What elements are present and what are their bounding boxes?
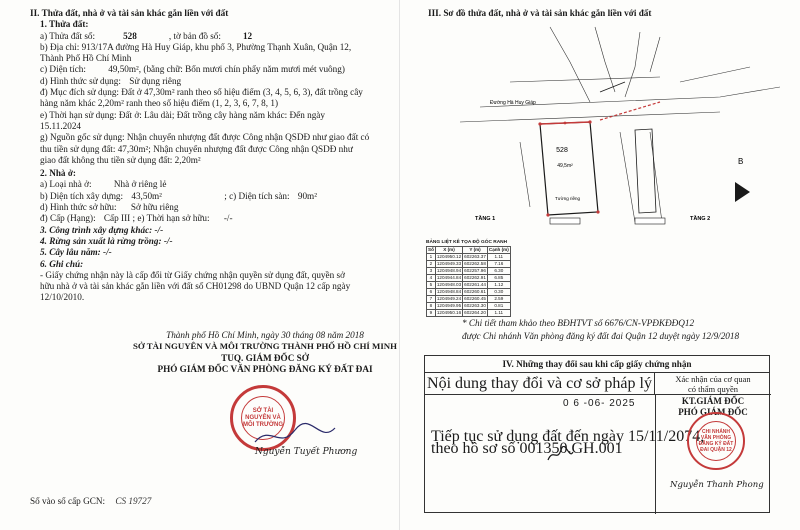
changes-table [424, 355, 770, 513]
changes-divider [655, 395, 656, 514]
item-5-label: 5. Cây lâu năm: [40, 247, 101, 258]
parcel-no-label: a) Thửa đất số: [40, 30, 96, 41]
coord-cell: 9 [427, 310, 436, 317]
col2-header-line1: Xác nhận của cơ quan [675, 374, 751, 384]
coord-cell: 8 [427, 303, 436, 310]
coord-cell: 1.11 [487, 254, 510, 261]
coord-cell: 1204950.12 [436, 254, 462, 259]
table-row [427, 303, 511, 310]
map-no: 12 [242, 30, 253, 41]
coord-cell: 1204950.16 [436, 310, 462, 315]
table-row [427, 261, 511, 268]
cert-no-row [30, 496, 151, 507]
area-value: 49,50m², [108, 64, 142, 75]
term-line1: Đất ở: Lâu dài; Đất trồng cây hàng năm khác: Đến ngày [118, 109, 325, 120]
origin-line3: giao đất không thu tiền sử dụng đất: 2,20m² [40, 154, 201, 165]
detail-note-1: * Chi tiết tham khảo theo BĐHTVT số 6676/CN-VPĐKĐĐQ12 [462, 318, 695, 328]
map-no-label: , tờ bản đồ số: [168, 30, 221, 41]
coord-cell: 602263.37 [464, 254, 486, 259]
coord-cell: 1204949.95 [436, 303, 462, 308]
coord-cell: 2.59 [487, 296, 510, 303]
coord-header-cell: X (m) [435, 247, 462, 254]
coord-cell: 602262.58 [464, 261, 486, 266]
north-label: B [738, 157, 744, 166]
coord-cell: 1204948.94 [436, 268, 462, 273]
address-line1: 913/17A đường Hà Huy Giáp, khu phố 3, Phường Thạnh Xuân, Quận 12, [81, 41, 352, 52]
coord-cell: 1204948.03 [436, 282, 462, 287]
coord-cell: 1204949.24 [436, 296, 462, 301]
area-words: (bằng chữ: Bốn mươi chín phẩy năm mươi mét vuông) [143, 64, 345, 75]
area-row [30, 64, 390, 75]
origin-label: g) Nguồn gốc sử dụng: [40, 132, 125, 143]
origin-line1: Nhận chuyển nhượng đất được Công nhận QSDĐ như giao đất có [126, 132, 370, 143]
changes-col-confirm-header [655, 373, 771, 395]
house-type: Nhà ở riêng lẻ [113, 179, 167, 190]
build-area-row [30, 191, 390, 202]
change-text-1: Tiếp tục sử dụng đất đến ngày 15/11/2074, [431, 428, 705, 445]
floor-area: 90m² [297, 190, 317, 201]
coord-cell: 602260.45 [464, 296, 486, 301]
coord-cell: 602261.44 [464, 282, 486, 287]
item-3-label: 3. Công trình xây dựng khác: [40, 224, 153, 235]
purpose-row [30, 87, 390, 98]
coord-cell: 1204949.33 [436, 261, 462, 266]
cert-no-label: Số vào sổ cấp GCN: [30, 496, 106, 506]
own-term: -/- [223, 213, 233, 224]
section-3-title: III. Sơ đồ thửa đất, nhà ở và tài sản khác gắn liền với đất [428, 8, 652, 18]
coord-table [426, 246, 511, 317]
floor-area-label: ; c) Diện tích sàn: [224, 190, 290, 201]
change-date: 0 6 -06- 2025 [563, 398, 636, 409]
coord-cell: 6.85 [487, 275, 510, 282]
coord-cell: 0.81 [487, 303, 510, 310]
branch-stamp [687, 412, 745, 470]
coord-cell: 602260.61 [464, 289, 486, 294]
coord-cell: 7 [427, 296, 436, 303]
coord-cell: 6.30 [487, 268, 510, 275]
coord-cell: 1 [427, 254, 436, 261]
use-form-label: d) Hình thức sử dụng: [40, 75, 121, 86]
purpose-line2: hàng năm khác 2,20m² ranh theo số hiệu điểm (1, 2, 3, 6, 7, 8, 1) [40, 98, 279, 109]
coord-table-block [426, 240, 511, 317]
stamp-text: SỞ TÀI NGUYÊN VÀ MÔI TRƯỜNG [242, 407, 284, 428]
own-term-label: ; e) Thời hạn sở hữu: [132, 213, 210, 224]
coord-cell: 5 [427, 282, 436, 289]
item-3-row [30, 225, 390, 236]
grade-label: đ) Cấp (Hạng): [40, 213, 96, 224]
map-floor-2: TẦNG 2 [690, 216, 711, 222]
item-5-row [30, 247, 390, 258]
coord-cell: 1204944.84 [436, 275, 462, 280]
coord-cell: 0.30 [487, 289, 510, 296]
purpose-line1: Đất ở 47,30m² ranh theo số hiệu điểm (3, 4, 5, 6, 3), đất trồng cây [121, 87, 363, 98]
house-type-row [30, 179, 390, 190]
detail-note-2: được Chi nhánh Văn phòng đăng ký đất đai Quận 12 duyệt ngày 12/9/2018 [462, 331, 740, 341]
notes-line2: hữu nhà ở và tài sản khác gắn liền với đất số CH01298 do UBND Quận 12 cấp ngày [40, 281, 351, 292]
item-4-value: -/- [163, 235, 173, 246]
map-parcel-no: 528 [556, 147, 568, 154]
term-label: e) Thời hạn sử dụng: [40, 109, 117, 120]
build-area-label: b) Diện tích xây dựng: [40, 190, 124, 201]
house-type-label: a) Loại nhà ở: [40, 179, 92, 190]
col2-header-line2: có thẩm quyền [687, 384, 739, 394]
map-street: Đường Hà Huy Giáp [490, 100, 536, 106]
cert-no: CS 19727 [115, 496, 152, 506]
issue-date: Thành phố Hồ Chí Minh, ngày 30 tháng 08 năm 2018 [166, 330, 364, 340]
initials-mark [545, 446, 575, 464]
ownership: Sở hữu riêng [130, 202, 179, 213]
item-3-value: -/- [154, 224, 164, 235]
table-row [427, 310, 511, 317]
parcel-row [30, 31, 390, 42]
coord-cell: 1204948.84 [436, 289, 462, 294]
signature-block [130, 330, 400, 375]
deputy-title: PHÓ GIÁM ĐỐC [678, 407, 748, 417]
build-area: 43,50m² [131, 190, 162, 201]
land-heading: 1. Thửa đất: [40, 19, 89, 30]
table-row [427, 275, 511, 282]
parcel-no: 528 [123, 30, 137, 41]
grade: Cấp III [103, 213, 131, 224]
coord-cell: 1.11 [487, 310, 510, 317]
coord-cell: 602263.30 [464, 303, 486, 308]
signature-2: Nguyễn Thanh Phong [670, 480, 764, 490]
coord-header-cell: Số [428, 247, 434, 252]
coord-cell: 602262.91 [464, 275, 486, 280]
item-5-value: -/- [103, 247, 112, 258]
coord-cell: 602264.20 [464, 310, 486, 315]
origin-line2: thu tiền sử dụng đất: 47,30m²; Nhận chuyển nhượng đất được Công nhận QSDĐ như [40, 143, 353, 154]
address-row [30, 42, 390, 53]
north-arrow-icon [735, 182, 750, 202]
table-row [427, 268, 511, 275]
use-form: Sử dụng riêng [129, 75, 182, 86]
table-row [427, 254, 511, 261]
grade-row [30, 213, 390, 224]
ownership-row [30, 202, 390, 213]
coord-header-cell: Cạnh (m) [488, 247, 509, 252]
table-row [427, 296, 511, 303]
ownership-label: d) Hình thức sở hữu: [40, 202, 117, 213]
notes-line1: - Giấy chứng nhận này là cấp đổi từ Giấy chứng nhận quyền sử dụng đất, quyền sở [40, 269, 345, 280]
house-heading: 2. Nhà ở: [40, 168, 76, 179]
issuing-agency: SỞ TÀI NGUYÊN VÀ MÔI TRƯỜNG THÀNH PHỐ HỒ CHÍ MINH [133, 341, 397, 352]
coord-header-cell: Y (m) [463, 247, 488, 254]
purpose-label: đ) Mục đích sử dụng: [40, 87, 119, 98]
coord-cell: 602257.96 [464, 268, 486, 273]
coord-cell: 7.16 [487, 261, 510, 268]
area-label: c) Diện tích: [40, 64, 86, 75]
term-row [30, 110, 390, 121]
notes-line3: 12/10/2010. [40, 292, 85, 303]
item-4-label: 4. Rừng sản xuất là rừng trồng: [40, 235, 162, 246]
address-label: b) Địa chỉ: [40, 41, 80, 52]
on-behalf: TUQ. GIÁM ĐỐC SỞ [221, 352, 309, 363]
address-line2: Thành Phố Hồ Chí Minh [40, 53, 132, 64]
origin-row [30, 132, 390, 143]
signature-scribble [250, 420, 340, 450]
coord-cell: 2 [427, 261, 436, 268]
coord-cell: 3 [427, 268, 436, 275]
map-floor-1: TẦNG 1 [475, 216, 496, 222]
section-2-title: II. Thửa đất, nhà ở và tài sản khác gắn liền với đất [30, 8, 229, 18]
map-wall: Tường riêng [555, 196, 580, 201]
table-row [427, 282, 511, 289]
changes-title: IV. Những thay đổi sau khi cấp giấy chứng nhận [425, 356, 769, 373]
coord-cell: 1.12 [487, 282, 510, 289]
table-row [427, 289, 511, 296]
parcel-map [420, 22, 790, 247]
changes-col-content-header: Nội dung thay đổi và cơ sở pháp lý [425, 373, 655, 395]
term-line2: 15.11.2024 [40, 120, 82, 131]
use-form-row [30, 76, 390, 87]
notes-heading: 6. Ghi chú: [40, 258, 84, 269]
coord-table-title: BẢNG LIỆT KÊ TỌA ĐỘ GÓC RANH [426, 240, 508, 245]
change-text-2: theo hồ sơ số 001350.GH.001 [431, 440, 623, 457]
coord-cell: 6 [427, 289, 436, 296]
stamp2-text: CHI NHÁNH VĂN PHÒNG ĐĂNG KÝ ĐẤT ĐAI QUẬN 12 [698, 429, 734, 453]
signature-1: Nguyễn Tuyết Phương [255, 447, 358, 457]
kt-title: KT.GIÁM ĐỐC [681, 396, 745, 406]
item-4-row [30, 236, 390, 247]
coord-cell: 4 [427, 275, 436, 282]
signer-title: PHÓ GIÁM ĐỐC VĂN PHÒNG ĐĂNG KÝ ĐẤT ĐAI [157, 363, 373, 374]
map-area-note: 49,5m² [557, 163, 573, 169]
